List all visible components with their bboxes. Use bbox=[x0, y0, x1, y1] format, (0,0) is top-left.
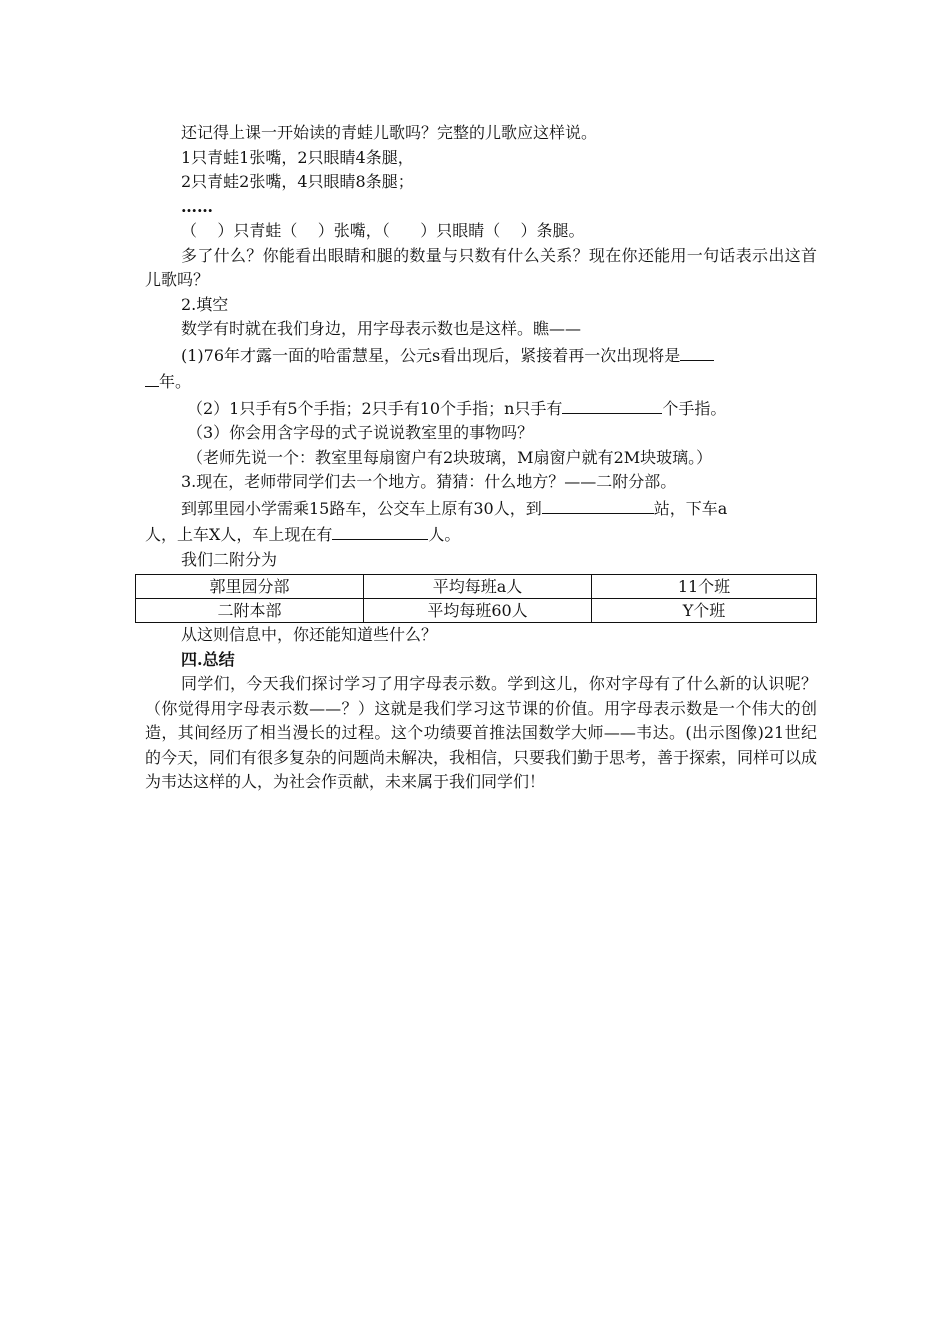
fill-item-2 bbox=[145, 395, 817, 422]
table-cell: 11个班 bbox=[592, 575, 817, 599]
paragraph: 从这则信息中，你还能知道些什么？ bbox=[181, 625, 438, 644]
paragraph: 多了什么？你能看出眼睛和腿的数量与只数有什么关系？现在你还能用一句话表示出这首儿歌吗？ bbox=[145, 245, 817, 289]
table-cell: 平均每班60人 bbox=[364, 599, 592, 623]
fill-blank[interactable] bbox=[562, 395, 662, 414]
fill-item-1-cont bbox=[145, 368, 817, 395]
table-intro: 我们二附分为 bbox=[181, 549, 278, 569]
bus-problem-line bbox=[145, 521, 817, 548]
fill-text: （2）1只手有5个手指；2只手有10个手指；n只手有 bbox=[187, 398, 563, 418]
school-info-table bbox=[135, 574, 817, 623]
fill-item-3: （3）你会用含字母的式子说说教室里的事物吗？ bbox=[187, 423, 534, 442]
bus-problem-line bbox=[145, 495, 817, 522]
fill-text: (1)76年才露一面的哈雷慧星，公元s看出现后，紧接着再一次出现将是 bbox=[181, 345, 681, 365]
section-heading: 3.现在，老师带同学们去一个地方。猜猜：什么地方？——二附分部。 bbox=[181, 472, 677, 491]
document-body bbox=[145, 121, 817, 795]
fill-text: 站，下车a bbox=[653, 498, 728, 518]
summary-paragraph: 同学们，今天我们探讨学习了用字母表示数。学到这儿，你对字母有了什么新的认识呢？（你觉得用字母表示数——？）这就是我们学习这节课的价值。用字母表示数是一个伟大的创造，其间经历了相当漫长的过程。这个功绩要首推法国数学大师——韦达。(出示图像)21世纪的今天，同们有很多复杂的问题尚未解决，我相信，只要我们勤于思考，善于探索，同样可以成为韦达这样的人，为社会作贡献，未来属于我们同学们！ bbox=[145, 674, 818, 791]
table-cell: Y个班 bbox=[592, 599, 817, 623]
fill-text: 个手指。 bbox=[662, 398, 727, 418]
fill-blank[interactable] bbox=[680, 342, 714, 361]
song-blank-line: （ ）只青蛙（ ）张嘴，（ ）只眼睛（ ）条腿。 bbox=[181, 221, 585, 240]
table-cell: 二附本部 bbox=[136, 599, 364, 623]
song-line: 2只青蛙2张嘴，4只眼睛8条腿； bbox=[181, 172, 414, 191]
section-heading-summary: 四.总结 bbox=[181, 649, 235, 669]
table-row bbox=[136, 575, 817, 599]
fill-text: 人。 bbox=[428, 525, 461, 544]
fill-blank[interactable] bbox=[542, 495, 654, 514]
fill-text: 年。 bbox=[159, 372, 192, 391]
ellipsis: …… bbox=[181, 196, 213, 216]
paragraph: 还记得上课一开始读的青蛙儿歌吗？完整的儿歌应这样说。 bbox=[181, 123, 598, 142]
fill-text: 到郭里园小学需乘15路车，公交车上原有30人，到 bbox=[181, 498, 542, 518]
table-cell: 郭里园分部 bbox=[136, 575, 364, 599]
song-line: 1只青蛙1张嘴，2只眼睛4条腿， bbox=[181, 147, 414, 167]
fill-blank[interactable] bbox=[332, 521, 428, 540]
section-heading: 2.填空 bbox=[181, 294, 229, 314]
fill-text: 人，上车X人，车上现在有 bbox=[145, 525, 333, 544]
teacher-example: （老师先说一个：教室里每扇窗户有2块玻璃，M扇窗户就有2M块玻璃。） bbox=[187, 447, 713, 467]
paragraph: 数学有时就在我们身边，用字母表示数也是这样。瞧—— bbox=[181, 319, 582, 338]
fill-item-1 bbox=[145, 342, 817, 369]
table-row bbox=[136, 599, 817, 623]
table-cell: 平均每班a人 bbox=[364, 575, 592, 599]
fill-blank[interactable] bbox=[145, 368, 159, 387]
